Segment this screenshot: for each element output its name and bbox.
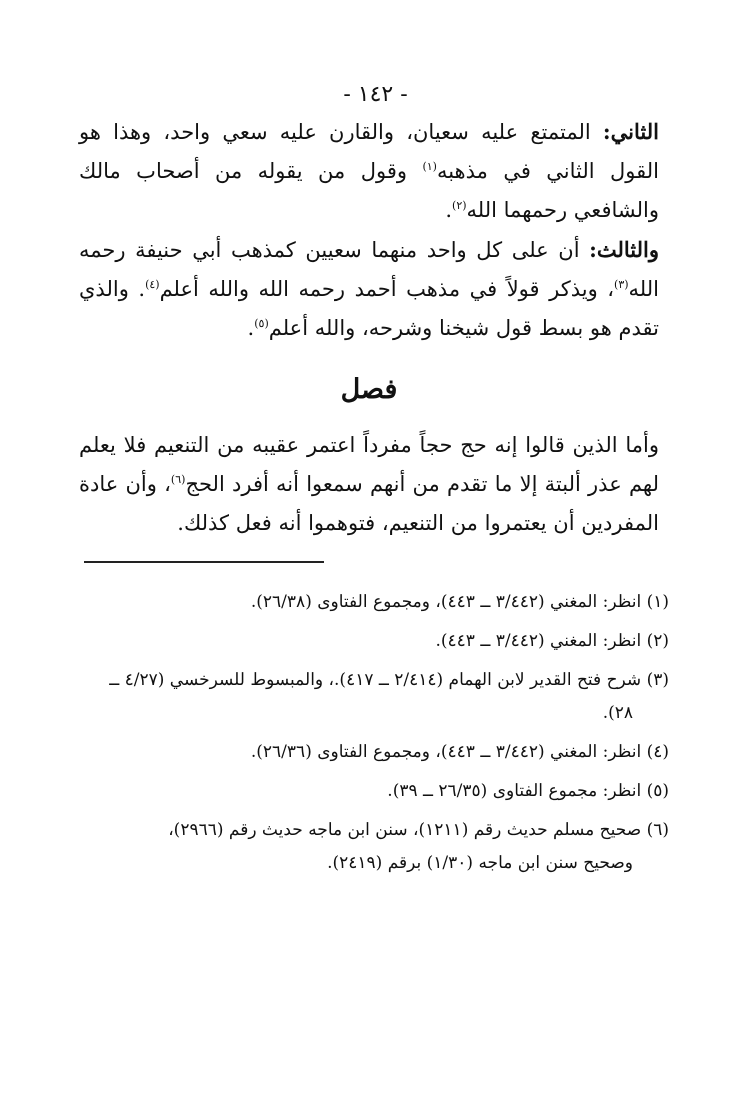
footnote-text: انظر: المغني (٣/٤٤٢ ــ ٤٤٣)، ومجموع الفتاوى (٢٦/٣٦). <box>250 742 642 762</box>
footnote-number: (٦) <box>646 820 669 840</box>
footnote-text: شرح فتح القدير لابن الهمام (٢/٤١٤ ــ ٤١٧).، والمبسوط للسرخسي (٤/٢٧ ــ <box>109 670 642 690</box>
footnote-item <box>81 625 669 658</box>
paragraph-text: . <box>247 316 255 340</box>
footnote-text: انظر: المغني (٣/٤٤٢ ــ ٤٤٣)، ومجموع الفتاوى (٢٦/٣٨). <box>250 592 642 612</box>
paragraph-text: وقول من يقوله من أصحاب مالك والشافعي رحمهما الله <box>79 159 659 222</box>
paragraph-label: والثالث: <box>589 237 659 262</box>
section-heading: فصل <box>340 374 398 405</box>
paragraph-third-opinion <box>79 230 659 348</box>
footnote-item <box>81 814 669 880</box>
main-text <box>79 112 659 543</box>
footnote-ref[interactable]: (١) <box>422 160 437 173</box>
footnote-continuation: ٢٨). <box>602 703 633 723</box>
paragraph-label: الثاني: <box>602 119 659 144</box>
footnote-ref[interactable]: (٤) <box>145 278 160 291</box>
footnote-continuation: وصحيح سنن ابن ماجه (١/٣٠) برقم (٢٤١٩). <box>327 853 633 873</box>
footnote-ref[interactable]: (٢) <box>452 199 467 212</box>
paragraph-text: . <box>445 198 453 222</box>
page-number: - ١٤٢ - <box>343 82 408 107</box>
footnote-ref[interactable]: (٥) <box>254 317 269 330</box>
footnote-ref[interactable]: (٦) <box>170 473 186 486</box>
footnote-number: (١) <box>646 592 669 612</box>
footnote-item <box>81 736 669 769</box>
footnote-item <box>81 664 669 730</box>
footnote-item <box>81 586 669 619</box>
paragraph-text: المتمتع عليه سعيان، والقارن عليه سعي واحد، وهذا هو القول الثاني في مذهبه <box>79 120 659 183</box>
footnote-number: (٥) <box>646 781 669 801</box>
paragraph-text: . والذي تقدم هو بسط قول شيخنا وشرحه، والله أعلم <box>79 277 659 340</box>
footnote-text: انظر: مجموع الفتاوى (٢٦/٣٥ ــ ٣٩). <box>387 781 642 801</box>
footnote-number: (٣) <box>646 670 669 690</box>
footnote-number: (٢) <box>646 631 669 651</box>
paragraph-text: ، وأن عادة المفردين أن يعتمروا من التنعيم، فتوهموا أنه فعل كذلك. <box>79 472 659 535</box>
footnote-divider <box>84 561 324 563</box>
footnote-number: (٤) <box>646 742 669 762</box>
footnote-item <box>81 775 669 808</box>
paragraph-text: وأما الذين قالوا إنه حج حجاً مفرداً اعتمر عقيبه من التنعيم فلا يعلم لهم عذر ألبتة إلا ما تقدم من أنهم سمعوا أنه أفرد الحج <box>79 433 659 496</box>
paragraph-section-body <box>79 426 659 543</box>
paragraph-second-opinion <box>79 112 659 230</box>
footnote-text: صحيح مسلم حديث رقم (١٢١١)، سنن ابن ماجه حديث رقم (٢٩٦٦)، <box>168 820 642 840</box>
paragraph-text: ، ويذكر قولاً في مذهب أحمد رحمه الله والله أعلم <box>159 277 615 301</box>
footnote-ref[interactable]: (٣) <box>614 278 629 291</box>
footnote-text: انظر: المغني (٣/٤٤٢ ــ ٤٤٣). <box>435 631 642 651</box>
paragraph-text: أن على كل واحد منهما سعيين كمذهب أبي حنيفة رحمه الله <box>79 238 659 301</box>
footnotes <box>81 586 669 886</box>
